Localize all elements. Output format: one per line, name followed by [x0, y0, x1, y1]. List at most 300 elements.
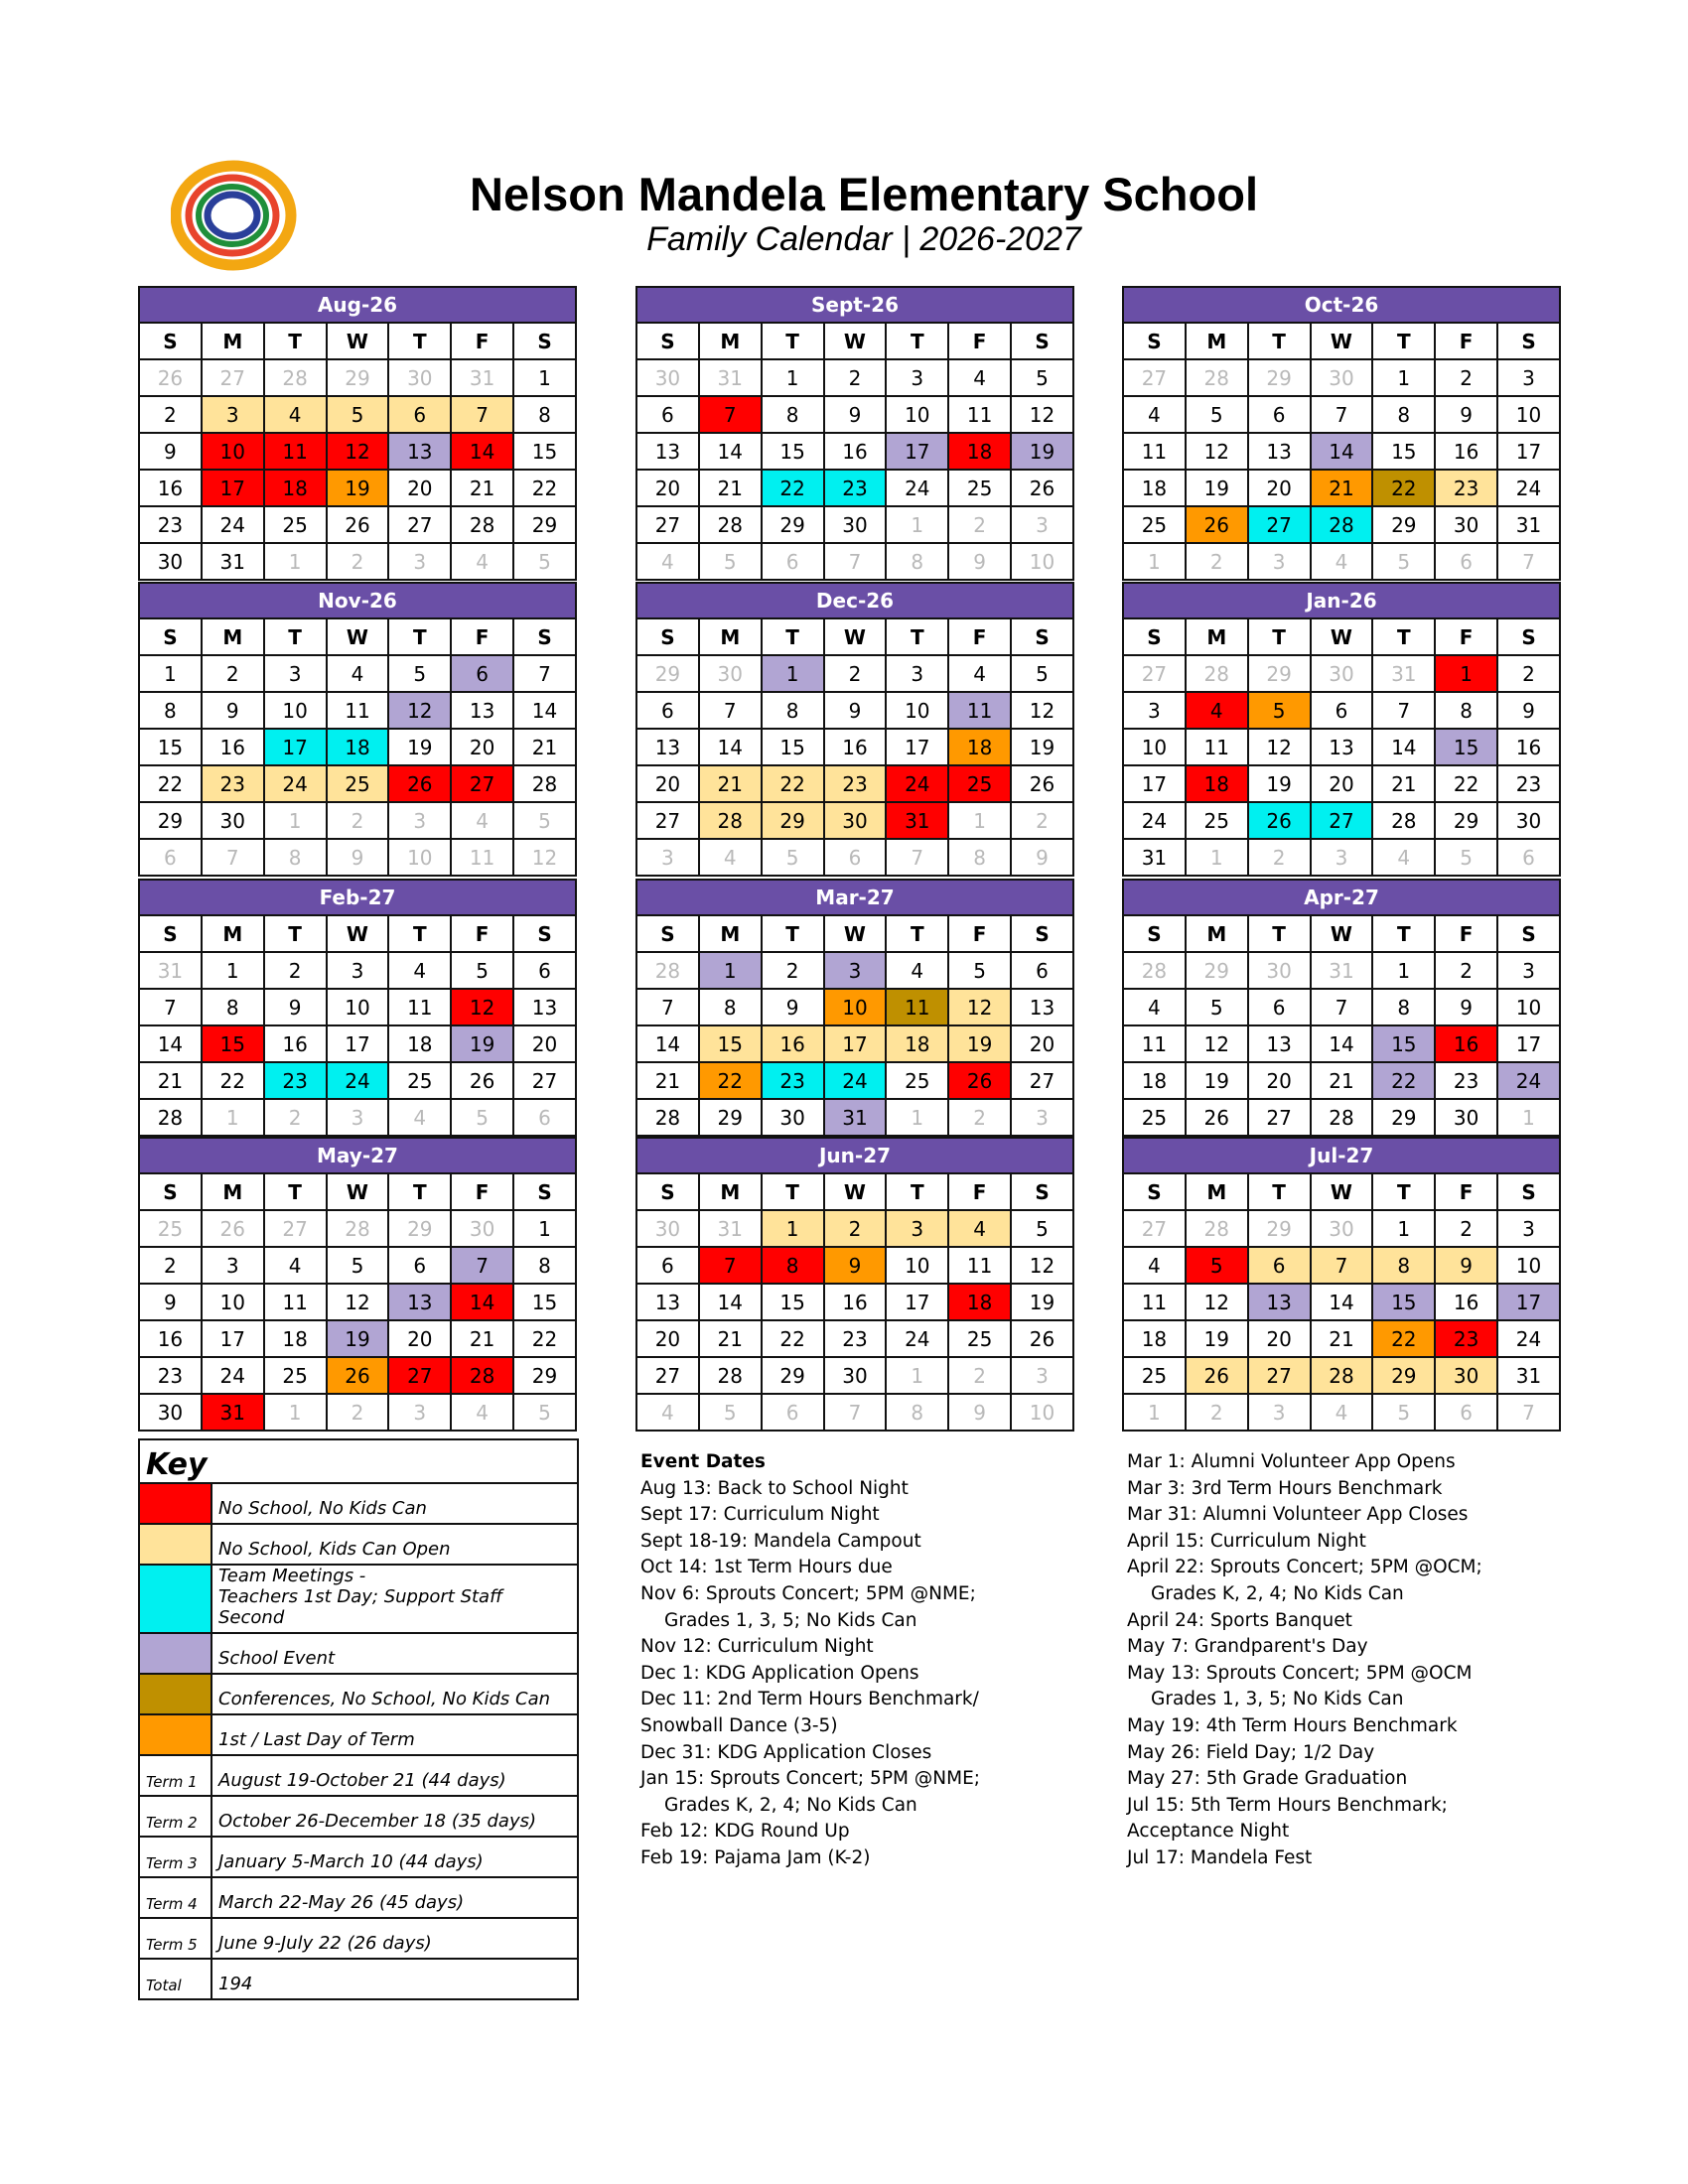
day-cell: 7 — [1311, 396, 1373, 433]
day-cell: 27 — [636, 1357, 699, 1394]
weekday-header: M — [699, 618, 762, 655]
day-cell: 26 — [388, 765, 451, 802]
outside-month-day: 31 — [1372, 655, 1435, 692]
day-cell: 6 — [513, 952, 576, 989]
term-dates: August 19-October 21 (44 days) — [211, 1755, 578, 1796]
day-cell: 22 — [699, 1062, 762, 1099]
event-line: Feb 19: Pajama Jam (K-2) — [640, 1846, 871, 1868]
day-cell: 2 — [824, 655, 887, 692]
weekday-header: S — [1011, 323, 1073, 359]
day-cell: 14 — [1311, 1284, 1373, 1320]
day-cell: 26 — [1248, 802, 1311, 839]
weekday-header: F — [1435, 323, 1497, 359]
day-cell: 30 — [1497, 802, 1560, 839]
day-cell: 27 — [636, 802, 699, 839]
legend-label-line: Team Meetings - — [218, 1566, 366, 1586]
outside-month-day: 3 — [388, 1394, 451, 1431]
outside-month-day: 7 — [886, 839, 948, 876]
day-cell: 31 — [1497, 1357, 1560, 1394]
day-cell: 3 — [886, 655, 948, 692]
day-cell: 29 — [762, 1357, 824, 1394]
day-cell: 1 — [202, 952, 264, 989]
day-cell: 4 — [264, 396, 327, 433]
day-cell: 25 — [1123, 1357, 1186, 1394]
outside-month-day: 1 — [1186, 839, 1248, 876]
day-cell: 16 — [1435, 1284, 1497, 1320]
weekday-header: T — [388, 915, 451, 952]
day-cell: 28 — [1311, 1357, 1373, 1394]
day-cell: 24 — [327, 1062, 389, 1099]
day-cell: 4 — [1123, 396, 1186, 433]
outside-month-day: 4 — [1311, 543, 1373, 580]
outside-month-day: 29 — [1186, 952, 1248, 989]
legend-label: No School, Kids Can Open — [211, 1524, 578, 1565]
day-cell: 25 — [948, 470, 1011, 506]
outside-month-day: 6 — [1435, 543, 1497, 580]
weekday-header: S — [1011, 618, 1073, 655]
outside-month-day: 26 — [202, 1210, 264, 1247]
day-cell: 5 — [451, 952, 513, 989]
weekday-header: S — [636, 1173, 699, 1210]
weekday-header: M — [1186, 323, 1248, 359]
outside-month-day: 4 — [451, 1394, 513, 1431]
day-cell: 21 — [1311, 470, 1373, 506]
outside-month-day: 31 — [699, 359, 762, 396]
month-calendar — [138, 286, 577, 581]
event-line: Mar 1: Alumni Volunteer App Opens — [1127, 1451, 1456, 1472]
outside-month-day: 29 — [1248, 1210, 1311, 1247]
outside-month-day: 11 — [451, 839, 513, 876]
outside-month-day: 31 — [139, 952, 202, 989]
day-cell: 31 — [886, 802, 948, 839]
legend-label-line: Teachers 1st Day; Support Staff Second — [218, 1586, 503, 1628]
event-line: Dec 31: KDG Application Closes — [640, 1741, 932, 1763]
day-cell: 27 — [1011, 1062, 1073, 1099]
weekday-header: W — [1311, 915, 1373, 952]
day-cell: 22 — [1435, 765, 1497, 802]
day-cell: 28 — [451, 1357, 513, 1394]
day-cell: 7 — [139, 989, 202, 1025]
day-cell: 1 — [139, 655, 202, 692]
key-table — [138, 1438, 579, 2000]
weekday-header: F — [948, 1173, 1011, 1210]
weekday-header: S — [1123, 323, 1186, 359]
day-cell: 5 — [1186, 1247, 1248, 1284]
weekday-header: S — [139, 618, 202, 655]
legend-label: Conferences, No School, No Kids Can — [211, 1674, 578, 1714]
day-cell: 30 — [202, 802, 264, 839]
day-cell: 26 — [1186, 1099, 1248, 1136]
outside-month-day: 29 — [636, 655, 699, 692]
day-cell: 13 — [1248, 433, 1311, 470]
outside-month-day: 7 — [1497, 1394, 1560, 1431]
day-cell: 28 — [699, 1357, 762, 1394]
day-cell: 26 — [1011, 1320, 1073, 1357]
event-line: April 15: Curriculum Night — [1127, 1530, 1366, 1552]
event-line: Feb 12: KDG Round Up — [640, 1821, 850, 1843]
day-cell: 16 — [1497, 729, 1560, 765]
day-cell: 12 — [1186, 433, 1248, 470]
day-cell: 17 — [1497, 1284, 1560, 1320]
outside-month-day: 30 — [451, 1210, 513, 1247]
day-cell: 3 — [264, 655, 327, 692]
weekday-header: M — [202, 915, 264, 952]
weekday-header: F — [1435, 915, 1497, 952]
event-line: May 19: 4th Term Hours Benchmark — [1127, 1714, 1458, 1736]
day-cell: 3 — [1497, 1210, 1560, 1247]
day-cell: 20 — [1311, 765, 1373, 802]
outside-month-day: 6 — [1435, 1394, 1497, 1431]
day-cell: 13 — [1011, 989, 1073, 1025]
day-cell: 8 — [1372, 989, 1435, 1025]
outside-month-day: 1 — [886, 1357, 948, 1394]
day-cell: 28 — [699, 802, 762, 839]
legend-swatch — [139, 1524, 211, 1565]
day-cell: 3 — [886, 359, 948, 396]
events-heading: Event Dates — [640, 1451, 766, 1472]
day-cell: 13 — [388, 1284, 451, 1320]
month-title: Sept-26 — [636, 287, 1073, 323]
day-cell: 23 — [264, 1062, 327, 1099]
outside-month-day: 3 — [388, 802, 451, 839]
day-cell: 20 — [1248, 1062, 1311, 1099]
day-cell: 3 — [202, 396, 264, 433]
outside-month-day: 9 — [948, 1394, 1011, 1431]
weekday-header: S — [1011, 915, 1073, 952]
day-cell: 7 — [1372, 692, 1435, 729]
term-name: Term 2 — [139, 1796, 211, 1837]
term-name: Term 3 — [139, 1837, 211, 1877]
month-calendar — [635, 879, 1074, 1137]
outside-month-day: 1 — [264, 802, 327, 839]
term-dates: June 9-July 22 (26 days) — [211, 1918, 578, 1959]
day-cell: 6 — [1248, 989, 1311, 1025]
day-cell: 2 — [824, 359, 887, 396]
event-line: Grades 1, 3, 5; No Kids Can — [1151, 1689, 1404, 1710]
day-cell: 4 — [1123, 1247, 1186, 1284]
day-cell: 5 — [327, 1247, 389, 1284]
day-cell: 1 — [1435, 655, 1497, 692]
outside-month-day: 31 — [1311, 952, 1373, 989]
outside-month-day: 29 — [1248, 359, 1311, 396]
day-cell: 16 — [824, 433, 887, 470]
outside-month-day: 3 — [636, 839, 699, 876]
day-cell: 18 — [1123, 470, 1186, 506]
day-cell: 6 — [388, 1247, 451, 1284]
day-cell: 13 — [636, 1284, 699, 1320]
weekday-header: T — [1372, 915, 1435, 952]
day-cell: 3 — [1497, 952, 1560, 989]
outside-month-day: 9 — [327, 839, 389, 876]
weekday-header: T — [886, 1173, 948, 1210]
day-cell: 10 — [824, 989, 887, 1025]
day-cell: 3 — [1123, 692, 1186, 729]
day-cell: 30 — [139, 1394, 202, 1431]
month-calendar — [635, 286, 1074, 581]
day-cell: 16 — [1435, 1025, 1497, 1062]
day-cell: 11 — [264, 1284, 327, 1320]
month-calendar — [1122, 286, 1561, 581]
day-cell: 9 — [824, 396, 887, 433]
event-line: May 7: Grandparent's Day — [1127, 1636, 1368, 1658]
day-cell: 29 — [699, 1099, 762, 1136]
day-cell: 23 — [1435, 1320, 1497, 1357]
outside-month-day: 2 — [327, 543, 389, 580]
day-cell: 8 — [139, 692, 202, 729]
day-cell: 9 — [1435, 1247, 1497, 1284]
outside-month-day: 1 — [1123, 1394, 1186, 1431]
month-title: Jun-27 — [636, 1138, 1073, 1173]
outside-month-day: 8 — [264, 839, 327, 876]
outside-month-day: 27 — [1123, 655, 1186, 692]
day-cell: 23 — [824, 470, 887, 506]
day-cell: 14 — [451, 433, 513, 470]
day-cell: 22 — [1372, 1062, 1435, 1099]
day-cell: 31 — [202, 543, 264, 580]
month-title: Feb-27 — [139, 880, 576, 915]
outside-month-day: 10 — [388, 839, 451, 876]
day-cell: 24 — [202, 1357, 264, 1394]
weekday-header: T — [1248, 323, 1311, 359]
day-cell: 3 — [327, 952, 389, 989]
day-cell: 16 — [202, 729, 264, 765]
outside-month-day: 3 — [1311, 839, 1373, 876]
month-calendar — [138, 879, 577, 1137]
event-line: Grades 1, 3, 5; No Kids Can — [664, 1609, 917, 1631]
weekday-header: T — [1372, 618, 1435, 655]
event-line: Mar 31: Alumni Volunteer App Closes — [1127, 1504, 1469, 1526]
day-cell: 17 — [327, 1025, 389, 1062]
outside-month-day: 7 — [202, 839, 264, 876]
event-line: Jul 17: Mandela Fest — [1127, 1846, 1313, 1868]
month-title: Dec-26 — [636, 583, 1073, 618]
day-cell: 13 — [636, 433, 699, 470]
day-cell: 14 — [513, 692, 576, 729]
day-cell: 22 — [1372, 470, 1435, 506]
outside-month-day: 28 — [327, 1210, 389, 1247]
weekday-header: S — [139, 323, 202, 359]
legend-label: School Event — [211, 1633, 578, 1674]
day-cell: 17 — [1497, 1025, 1560, 1062]
weekday-header: F — [948, 915, 1011, 952]
day-cell: 2 — [139, 1247, 202, 1284]
day-cell: 29 — [1435, 802, 1497, 839]
day-cell: 15 — [139, 729, 202, 765]
day-cell: 2 — [824, 1210, 887, 1247]
outside-month-day: 5 — [451, 1099, 513, 1136]
day-cell: 22 — [202, 1062, 264, 1099]
school-name: Nelson Mandela Elementary School — [470, 168, 1258, 220]
outside-month-day: 27 — [202, 359, 264, 396]
day-cell: 24 — [1497, 1320, 1560, 1357]
day-cell: 6 — [636, 1247, 699, 1284]
day-cell: 18 — [948, 433, 1011, 470]
day-cell: 20 — [1248, 470, 1311, 506]
school-logo — [171, 159, 300, 272]
weekday-header: M — [202, 1173, 264, 1210]
day-cell: 10 — [327, 989, 389, 1025]
day-cell: 4 — [264, 1247, 327, 1284]
event-line: Grades K, 2, 4; No Kids Can — [664, 1794, 917, 1816]
day-cell: 17 — [886, 433, 948, 470]
outside-month-day: 2 — [264, 1099, 327, 1136]
event-line: Nov 6: Sprouts Concert; 5PM @NME; — [640, 1582, 976, 1604]
month-title: Aug-26 — [139, 287, 576, 323]
day-cell: 10 — [886, 396, 948, 433]
event-line: Grades K, 2, 4; No Kids Can — [1151, 1582, 1404, 1604]
weekday-header: S — [1123, 915, 1186, 952]
outside-month-day: 8 — [948, 839, 1011, 876]
day-cell: 20 — [1248, 1320, 1311, 1357]
month-title: Jul-27 — [1123, 1138, 1560, 1173]
day-cell: 14 — [699, 729, 762, 765]
term-name: Total — [139, 1959, 211, 1999]
event-line: May 13: Sprouts Concert; 5PM @OCM — [1127, 1662, 1473, 1684]
day-cell: 8 — [513, 396, 576, 433]
day-cell: 3 — [824, 952, 887, 989]
outside-month-day: 3 — [1248, 543, 1311, 580]
day-cell: 20 — [636, 765, 699, 802]
day-cell: 15 — [1372, 1025, 1435, 1062]
day-cell: 22 — [762, 470, 824, 506]
event-line: May 26: Field Day; 1/2 Day — [1127, 1741, 1375, 1763]
day-cell: 25 — [1186, 802, 1248, 839]
day-cell: 24 — [1497, 1062, 1560, 1099]
day-cell: 23 — [139, 1357, 202, 1394]
day-cell: 26 — [1186, 506, 1248, 543]
day-cell: 8 — [1372, 1247, 1435, 1284]
outside-month-day: 31 — [451, 359, 513, 396]
legend-label: 1st / Last Day of Term — [211, 1714, 578, 1755]
calendar-subtitle: Family Calendar | 2026-2027 — [646, 220, 1081, 258]
day-cell: 5 — [1011, 655, 1073, 692]
day-cell: 18 — [327, 729, 389, 765]
outside-month-day: 3 — [1248, 1394, 1311, 1431]
day-cell: 14 — [699, 1284, 762, 1320]
outside-month-day: 30 — [699, 655, 762, 692]
day-cell: 19 — [1011, 433, 1073, 470]
day-cell: 9 — [824, 692, 887, 729]
day-cell: 18 — [886, 1025, 948, 1062]
outside-month-day: 28 — [1186, 1210, 1248, 1247]
day-cell: 15 — [762, 729, 824, 765]
outside-month-day: 31 — [699, 1210, 762, 1247]
day-cell: 2 — [1435, 1210, 1497, 1247]
day-cell: 7 — [1311, 989, 1373, 1025]
outside-month-day: 1 — [1123, 543, 1186, 580]
weekday-header: F — [948, 323, 1011, 359]
day-cell: 21 — [699, 1320, 762, 1357]
day-cell: 18 — [264, 470, 327, 506]
day-cell: 27 — [1248, 506, 1311, 543]
day-cell: 11 — [1186, 729, 1248, 765]
day-cell: 9 — [762, 989, 824, 1025]
outside-month-day: 8 — [886, 1394, 948, 1431]
outside-month-day: 1 — [264, 1394, 327, 1431]
month-calendar — [1122, 879, 1561, 1137]
day-cell: 29 — [1372, 1099, 1435, 1136]
day-cell: 28 — [1372, 802, 1435, 839]
outside-month-day: 3 — [1011, 1099, 1073, 1136]
outside-month-day: 28 — [1186, 655, 1248, 692]
event-line: Dec 11: 2nd Term Hours Benchmark/ — [640, 1689, 979, 1710]
day-cell: 14 — [699, 433, 762, 470]
day-cell: 24 — [886, 765, 948, 802]
weekday-header: T — [264, 915, 327, 952]
day-cell: 28 — [513, 765, 576, 802]
day-cell: 24 — [264, 765, 327, 802]
event-line: Mar 3: 3rd Term Hours Benchmark — [1127, 1477, 1443, 1499]
outside-month-day: 3 — [1011, 1357, 1073, 1394]
day-cell: 8 — [762, 396, 824, 433]
day-cell: 15 — [1372, 1284, 1435, 1320]
day-cell: 25 — [1123, 506, 1186, 543]
term-dates: October 26-December 18 (35 days) — [211, 1796, 578, 1837]
outside-month-day: 6 — [513, 1099, 576, 1136]
weekday-header: S — [139, 915, 202, 952]
month-calendar — [138, 582, 577, 877]
day-cell: 1 — [1372, 952, 1435, 989]
day-cell: 13 — [1311, 729, 1373, 765]
day-cell: 12 — [327, 1284, 389, 1320]
day-cell: 21 — [1311, 1062, 1373, 1099]
day-cell: 16 — [139, 470, 202, 506]
outside-month-day: 27 — [1123, 359, 1186, 396]
month-title: Jan-26 — [1123, 583, 1560, 618]
outside-month-day: 28 — [1186, 359, 1248, 396]
weekday-header: T — [762, 1173, 824, 1210]
day-cell: 21 — [139, 1062, 202, 1099]
day-cell: 19 — [1011, 1284, 1073, 1320]
day-cell: 30 — [762, 1099, 824, 1136]
outside-month-day: 10 — [1011, 543, 1073, 580]
day-cell: 5 — [1011, 1210, 1073, 1247]
month-title: Oct-26 — [1123, 287, 1560, 323]
day-cell: 21 — [1372, 765, 1435, 802]
day-cell: 26 — [327, 1357, 389, 1394]
weekday-header: W — [1311, 618, 1373, 655]
event-line: Aug 13: Back to School Night — [640, 1477, 909, 1499]
outside-month-day: 7 — [824, 1394, 887, 1431]
day-cell: 29 — [762, 506, 824, 543]
day-cell: 6 — [1248, 396, 1311, 433]
day-cell: 23 — [824, 765, 887, 802]
day-cell: 27 — [1248, 1099, 1311, 1136]
day-cell: 9 — [264, 989, 327, 1025]
day-cell: 3 — [1497, 359, 1560, 396]
day-cell: 27 — [636, 506, 699, 543]
weekday-header: T — [1372, 323, 1435, 359]
day-cell: 20 — [636, 1320, 699, 1357]
day-cell: 22 — [762, 1320, 824, 1357]
weekday-header: T — [886, 915, 948, 952]
day-cell: 8 — [1372, 396, 1435, 433]
day-cell: 19 — [327, 470, 389, 506]
day-cell: 7 — [699, 396, 762, 433]
term-dates: January 5-March 10 (44 days) — [211, 1837, 578, 1877]
day-cell: 1 — [762, 359, 824, 396]
day-cell: 19 — [1248, 765, 1311, 802]
outside-month-day: 12 — [513, 839, 576, 876]
day-cell: 7 — [451, 396, 513, 433]
day-cell: 28 — [1311, 506, 1373, 543]
outside-month-day: 29 — [1248, 655, 1311, 692]
weekday-header: W — [1311, 1173, 1373, 1210]
month-calendar — [138, 1137, 577, 1432]
weekday-header: M — [202, 618, 264, 655]
day-cell: 26 — [1011, 470, 1073, 506]
day-cell: 8 — [762, 692, 824, 729]
